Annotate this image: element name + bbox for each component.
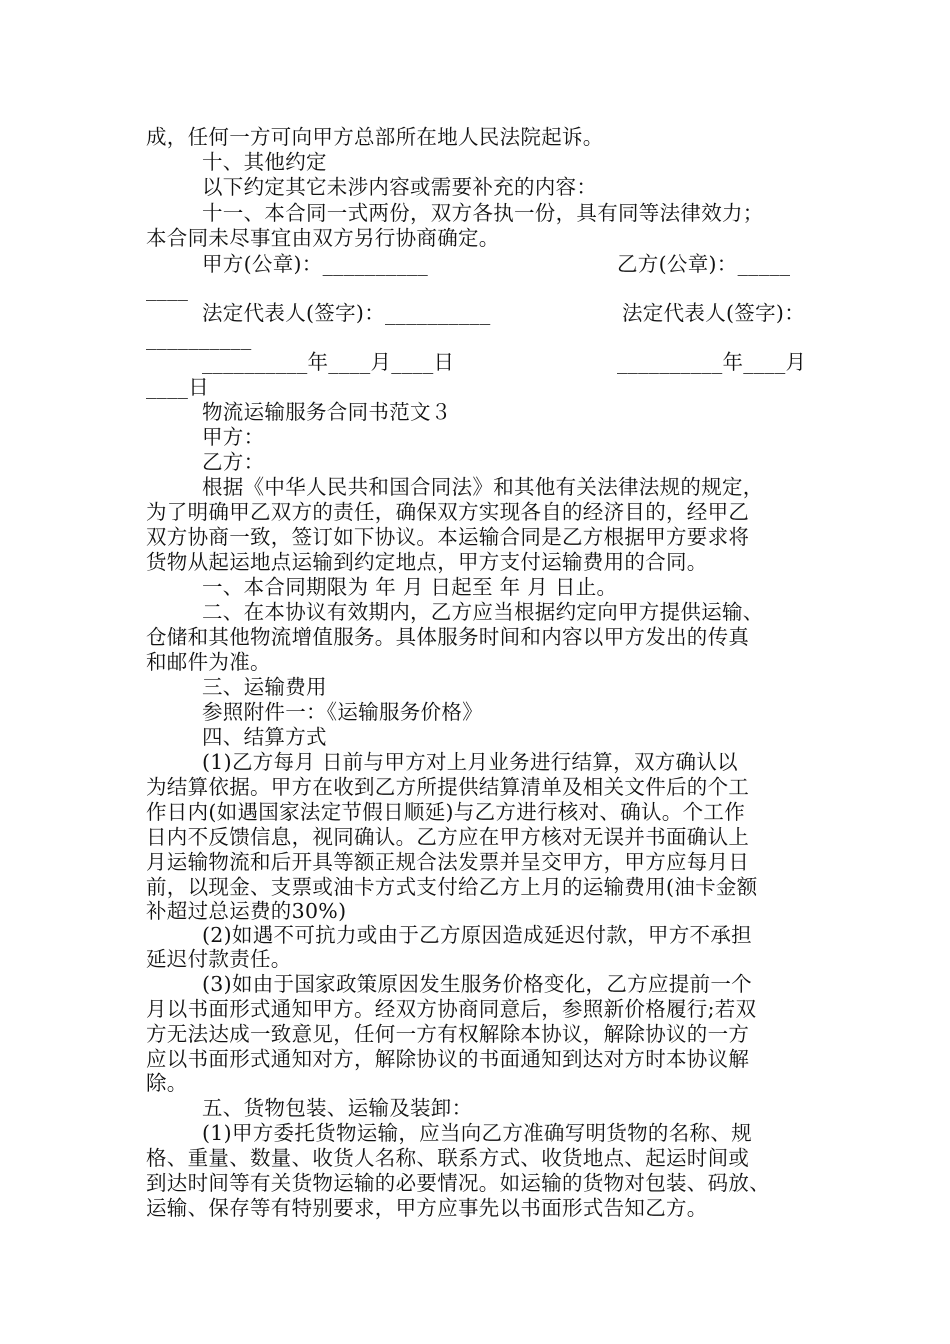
text-line: 月运输物流和后开具等额正规合法发票并呈交甲方，甲方应每月日 [146,850,750,874]
text-line: 成，任何一方可向甲方总部所在地人民法院起诉。 [146,125,604,149]
clause-heading: 二、在本协议有效期内，乙方应当根据约定向甲方提供运输、 [202,600,764,624]
party-b-representative-line: 法定代表人(签字)： [622,301,805,325]
blank-line: ____ [146,277,189,301]
party-a-representative-line: 法定代表人(签字)：__________ [202,301,491,325]
text-line: 前，以现金、支票或油卡方式支付给乙方上月的运输费用(油卡金额 [146,875,758,899]
blank-line: ____日 [146,375,209,399]
text-line: (3)如由于国家政策原因发生服务价格变化，乙方应提前一个 [202,972,752,996]
text-line: 应以书面形式通知对方，解除协议的书面通知到达对方时本协议解 [146,1047,750,1071]
clause-heading: 一、本合同期限为 年 月 日起至 年 月 日止。 [202,575,618,599]
party-b-label: 乙方： [202,450,265,474]
text-line: (2)如遇不可抗力或由于乙方原因造成延迟付款，甲方不承担 [202,923,752,947]
text-line: 日内不反馈信息，视同确认。乙方应在甲方核对无误并书面确认上 [146,825,750,849]
text-line: 参照附件一：《运输服务价格》 [202,700,483,724]
text-line: 作日内(如遇国家法定节假日顺延)与乙方进行核对、确认。个工作 [146,800,745,824]
text-line: (1)乙方每月 日前与甲方对上月业务进行结算，双方确认以 [202,750,738,774]
text-line: 本合同未尽事宜由双方另行协商确定。 [146,226,500,250]
blank-line: __________ [146,326,252,350]
text-line: 为了明确甲乙双方的责任，确保双方实现各自的经济目的，经甲乙 [146,500,750,524]
text-line: 双方协商一致，签订如下协议。本运输合同是乙方根据甲方要求将 [146,525,750,549]
text-line: 到达时间等有关货物运输的必要情况。如运输的货物对包装、码放、 [146,1171,770,1195]
text-line: 和邮件为准。 [146,650,271,674]
text-line: 以下约定其它未涉内容或需要补充的内容： [202,175,598,199]
party-a-seal-line: 甲方(公章)：__________ [202,252,429,276]
text-line: (1)甲方委托货物运输，应当向乙方准确写明货物的名称、规 [202,1121,752,1145]
text-line: 延迟付款责任。 [146,947,292,971]
text-line: 除。 [146,1071,188,1095]
section-heading: 四、结算方式 [202,725,327,749]
section-heading: 三、运输费用 [202,675,327,699]
text-line: 为结算依据。甲方在收到乙方所提供结算清单及相关文件后的个工 [146,775,750,799]
party-a-label: 甲方： [202,425,265,449]
party-b-seal-line: 乙方(公章)：_____ [617,252,791,276]
section-heading: 五、货物包装、运输及装卸： [202,1096,473,1120]
text-line: 格、重量、数量、收货人名称、联系方式、收货地点、起运时间或 [146,1146,750,1170]
document-title: 物流运输服务合同书范文３ [202,400,452,424]
text-line: 货物从起运地点运输到约定地点，甲方支付运输费用的合同。 [146,550,708,574]
text-line: 运输、保存等有特别要求，甲方应事先以书面形式告知乙方。 [146,1196,708,1220]
text-line: 补超过总运费的30%) [146,899,347,923]
party-a-date-line: __________年____月____日 [202,350,455,374]
section-heading: 十、其他约定 [202,150,327,174]
text-line: 仓储和其他物流增值服务。具体服务时间和内容以甲方发出的传真 [146,625,750,649]
text-line: 月以书面形式通知甲方。经双方协商同意后，参照新价格履行;若双 [146,997,757,1021]
text-line: 方无法达成一致意见，任何一方有权解除本协议，解除协议的一方 [146,1022,750,1046]
text-line: 根据《中华人民共和国合同法》和其他有关法律法规的规定， [202,475,764,499]
text-line: 十一、本合同一式两份，双方各执一份，具有同等法律效力； [202,201,764,225]
party-b-date-line: __________年____月 [617,350,807,374]
